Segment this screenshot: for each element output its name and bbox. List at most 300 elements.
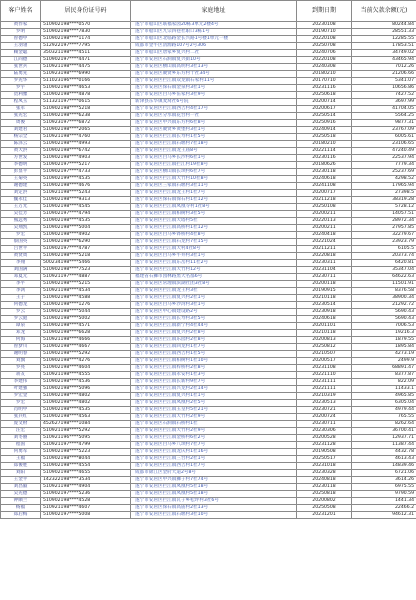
id-number-cell: 510902198****9313 [41, 197, 131, 204]
balance-cell: 4273.19 [352, 351, 416, 358]
due-date-cell: 20240308 [297, 64, 352, 71]
due-date-cell: 20250618 [297, 92, 352, 99]
table-row [1, 386, 416, 393]
due-date-cell: 20200617 [297, 106, 352, 113]
due-date-cell: 20250514 [297, 113, 352, 120]
due-date-cell: 20211218 [297, 197, 352, 204]
address-cell: 遂宁市船山区联福家园20栋3单元2楼4号 [131, 22, 297, 29]
balance-cell: 3697.99 [352, 99, 416, 106]
address-cell: 遂宁市安居区拦江镇大塔村5社 [131, 218, 297, 225]
due-date-cell: 20200802 [297, 498, 352, 505]
customer-name-cell: 熊远秀 [1, 218, 41, 225]
balance-cell: 80244.84 [352, 22, 416, 29]
balance-cell: 8376.58 [352, 288, 416, 295]
balance-cell: 5341.07 [352, 78, 416, 85]
id-number-cell: 510902198****4993 [41, 141, 131, 148]
id-number-cell: 510902198****0570 [41, 22, 131, 29]
table-row [1, 253, 416, 260]
id-number-cell: 510921198****4904 [41, 484, 131, 491]
table-row [1, 288, 416, 295]
customer-name-cell: 李鸿 [1, 288, 41, 295]
table-row [1, 148, 416, 155]
due-date-cell: 20200118 [297, 281, 352, 288]
balance-cell: 1879.55 [352, 337, 416, 344]
due-date-cell: 20231018 [297, 463, 352, 470]
id-number-cell: 510902198****4554 [41, 463, 131, 470]
header-home-address: 家庭地址 [131, 1, 297, 22]
balance-cell: 21206.66 [352, 71, 416, 78]
header-row [1, 1, 416, 22]
address-cell: 遂宁市安居区保石镇金泉村3社1号 [131, 85, 297, 92]
table-row [1, 36, 416, 43]
due-date-cell: 20250916 [297, 120, 352, 127]
due-date-cell: 20221024 [297, 239, 352, 246]
id-number-cell: 510921198****4475 [41, 64, 131, 71]
customer-name-cell: 曾德甲 [1, 36, 41, 43]
customer-name-cell: 李建伟 [1, 379, 41, 386]
due-date-cell: 20230513 [297, 400, 352, 407]
due-date-cell: 20230514 [297, 302, 352, 309]
table-row [1, 351, 416, 358]
balance-cell: 38319.28 [352, 197, 416, 204]
due-date-cell: 20240618 [297, 176, 352, 183]
table-row [1, 64, 416, 71]
id-number-cell: 510921198****5292 [41, 428, 131, 435]
address-cell: 遂宁市安居区白马乡长沙村6社1号 [131, 155, 297, 162]
table-row [1, 99, 416, 106]
customer-name-cell: 何勇军 [1, 449, 41, 456]
address-cell: 遂宁市安居区拦江镇龙王村1社7号 [131, 190, 297, 197]
address-cell: 遂宁市安居区拦江镇西吉村1社7号 [131, 463, 297, 470]
id-number-cell: 510902198****1174 [41, 36, 131, 43]
customer-name-cell: 罗明 [1, 29, 41, 36]
address-cell: 遂宁市安居区常理镇滨湖社团3社8号 [131, 281, 297, 288]
id-number-cell: 510902197****5236 [41, 491, 131, 498]
id-number-cell: 510902197****5217 [41, 162, 131, 169]
customer-name-cell: 吕世平 [1, 246, 41, 253]
due-date-cell: 20230116 [297, 155, 352, 162]
due-date-cell: 20180626 [297, 162, 352, 169]
due-date-cell: 20230311 [297, 260, 352, 267]
id-number-cell: 510921197****4799 [41, 442, 131, 449]
due-date-cell: 20200211 [297, 211, 352, 218]
balance-cell: 6420.81 [352, 260, 416, 267]
table-row [1, 106, 416, 113]
table-row [1, 43, 416, 50]
customer-name-cell: 彭显平 [1, 169, 41, 176]
table-row [1, 225, 416, 232]
due-date-cell: 20231104 [297, 267, 352, 274]
balance-cell: 14839.46 [352, 463, 416, 470]
balance-cell: 12285.55 [352, 36, 416, 43]
address-cell: 遂宁市安居区白马乡伍家村3社9号 [131, 92, 297, 99]
balance-cell: 6105.5 [352, 246, 416, 253]
address-cell: 遂宁市安居区分水镇花台村一社 [131, 113, 297, 120]
due-date-cell: 20240618 [297, 316, 352, 323]
id-number-cell: 511321197****0615 [41, 99, 131, 106]
address-cell: 遂宁市安居区拦江镇双龙镇石家村11号 [131, 78, 297, 85]
table-row [1, 477, 416, 484]
id-number-cell: 511023196****0166 [41, 78, 131, 85]
due-date-cell: 20170710 [297, 78, 352, 85]
id-number-cell: 510902198****4878 [41, 92, 131, 99]
table-row [1, 498, 416, 505]
id-number-cell: 510902198****4902 [41, 232, 131, 239]
table-row [1, 85, 416, 92]
id-number-cell: 510921198****4607 [41, 505, 131, 512]
id-number-cell: 510902198****4535 [41, 407, 131, 414]
address-cell: 遂宁市安居区拦江镇龙王村3社 [131, 288, 297, 295]
table-row [1, 400, 416, 407]
customer-name-cell: 郑后梅 [1, 512, 41, 519]
table-row [1, 358, 416, 365]
balance-cell: 94612.31 [352, 512, 416, 519]
address-cell: 福建省石狮市园林路黑大名都6号 [131, 274, 297, 281]
id-number-cell: 510902198****6238 [41, 113, 131, 120]
due-date-cell: 20210118 [297, 330, 352, 337]
id-number-cell: 510902198****4563 [41, 414, 131, 421]
customer-name-cell: 杨福 [1, 505, 41, 512]
address-cell: 遂宁市安居区拦江镇柏树村3社5号 [131, 211, 297, 218]
customer-name-cell: 王菊英 [1, 176, 41, 183]
balance-cell: 32279.67 [352, 232, 416, 239]
customer-name-cell: 庞文财 [1, 421, 41, 428]
customer-name-cell: 罗宏 [1, 400, 41, 407]
address-cell: 遂宁市安居区横山镇高明村3社13号 [131, 64, 297, 71]
customer-name-cell: 黄大洪 [1, 148, 41, 155]
table-row [1, 162, 416, 169]
id-number-cell: 510902198****6290 [41, 239, 131, 246]
balance-cell: 1441.34 [352, 498, 416, 505]
customer-name-cell: 郑俊胜 [1, 463, 41, 470]
customer-name-cell: 刘昌毅 [1, 484, 41, 491]
balance-cell: 2499.9 [352, 358, 416, 365]
id-number-cell: 510902198****5004 [41, 225, 131, 232]
id-number-cell: 510921198****4760 [41, 134, 131, 141]
customer-name-cell: 贺利雅 [1, 92, 41, 99]
customer-name-cell: 方世发 [1, 155, 41, 162]
customer-name-cell: 谭泉 [1, 323, 41, 330]
balance-cell: 6721.06 [352, 470, 416, 477]
due-date-cell: 20240418 [297, 232, 352, 239]
due-date-cell: 20230711 [297, 274, 352, 281]
balance-cell: 27398.5 [352, 190, 416, 197]
address-cell: 遂宁市安居区拦江镇复兴村1社1号 [131, 393, 297, 400]
address-cell: 遂宁市船山区北临路金长兴路1号楼1单元一楼 [131, 36, 297, 43]
address-cell: 遂宁市安居区拦江镇玉皇村5社21号 [131, 407, 297, 414]
customer-name-cell: 邓龙 [1, 330, 41, 337]
balance-cell: 36700.41 [352, 428, 416, 435]
customer-name-cell: 罗云 [1, 309, 41, 316]
balance-cell: 17965.94 [352, 183, 416, 190]
table-row [1, 120, 416, 127]
balance-cell: 43465.94 [352, 57, 416, 64]
id-number-cell: 510902197****4794 [41, 211, 131, 218]
due-date-cell: 20210319 [297, 393, 352, 400]
balance-cell: 10656.86 [352, 85, 416, 92]
address-cell: 遂宁市安居区拦江镇新宁村4社44号 [131, 323, 297, 330]
customer-name-cell: 何德龙 [1, 302, 41, 309]
due-date-cell: 20250812 [297, 344, 352, 351]
table-row [1, 302, 416, 309]
balance-cell: 68891.47 [352, 365, 416, 372]
balance-cell: 4432.78 [352, 449, 416, 456]
table-row [1, 155, 416, 162]
table-row [1, 50, 416, 57]
address-cell: 遂宁市安居区拦江镇瓦子乡松坪村3社6号 [131, 498, 297, 505]
customer-name-cell: 罗宏金 [1, 393, 41, 400]
balance-cell: 4298.52 [352, 176, 416, 183]
address-cell: 遂宁市安居区拦江镇龙庆村1社16号 [131, 449, 297, 456]
customer-name-cell: 钟顺兰 [1, 498, 41, 505]
balance-cell: 8377.87 [352, 372, 416, 379]
customer-name-cell: 陆勇先 [1, 71, 41, 78]
balance-cell: 34749.02 [352, 50, 416, 57]
customer-name-cell: 吴先德 [1, 491, 41, 498]
table-row [1, 22, 416, 29]
due-date-cell: 20230118 [297, 169, 352, 176]
balance-cell: 822.09 [352, 379, 416, 386]
table-row [1, 365, 416, 372]
address-cell: 遂宁市安居区白马乡牛井村3社1号 [131, 253, 297, 260]
due-date-cell: 20230328 [297, 470, 352, 477]
table-row [1, 239, 416, 246]
id-number-cell: 510902198****1276 [41, 302, 131, 309]
customer-name-cell: 周俊 [1, 120, 41, 127]
customer-name-cell: 刘冬丽 [1, 435, 41, 442]
due-date-cell: 20200517 [297, 358, 352, 365]
id-number-cell: 510902199****4535 [41, 176, 131, 183]
balance-cell: 7427.52 [352, 92, 416, 99]
id-number-cell: 510902198****4802 [41, 393, 131, 400]
id-number-cell: 510902198****4571 [41, 323, 131, 330]
customer-name-cell: 魏永佳 [1, 197, 41, 204]
table-row [1, 393, 416, 400]
balance-cell: 4965.85 [352, 393, 416, 400]
table-row [1, 260, 416, 267]
balance-cell: 21292.72 [352, 302, 416, 309]
id-number-cell: 350321198****4511 [41, 50, 131, 57]
balance-cell: 19216.3 [352, 330, 416, 337]
address-cell: 遂宁市安居区拦江镇西吉村4社17号 [131, 106, 297, 113]
balance-cell: 41704.05 [352, 106, 416, 113]
id-number-cell: 510902198****6742 [41, 148, 131, 155]
balance-cell: 11501.91 [352, 281, 416, 288]
customer-name-cell: 张先宏 [1, 113, 41, 120]
table-row [1, 176, 416, 183]
customer-name-cell: 黄作家 [1, 22, 41, 29]
due-date-cell: 20250517 [297, 456, 352, 463]
table-row [1, 127, 416, 134]
table-row [1, 295, 416, 302]
due-date-cell: 20231128 [297, 442, 352, 449]
id-number-cell: 510902198****5218 [41, 106, 131, 113]
customer-name-cell: 曾梦川 [1, 344, 41, 351]
id-number-cell: 510923198****6990 [41, 71, 131, 78]
address-cell: 成都市金牛区清源路107号2号306 [131, 43, 297, 50]
address-cell: 遂宁市安居区拦江镇凤凰村2社5号 [131, 400, 297, 407]
id-number-cell: 510902198****4545 [41, 204, 131, 211]
table-row [1, 484, 416, 491]
customer-name-cell: 王金平 [1, 477, 41, 484]
address-cell: 遂宁市安居区拦江镇三台村2社1号 [131, 456, 297, 463]
balance-cell: 35347.04 [352, 267, 416, 274]
id-number-cell: 510902198****4655 [41, 470, 131, 477]
table-row [1, 169, 416, 176]
id-number-cell: 510902198****7523 [41, 267, 131, 274]
address-cell: 遂宁市安居区拦江镇乐园村2社8号 [131, 337, 297, 344]
balance-cell: 28972.34 [352, 218, 416, 225]
table-row [1, 442, 416, 449]
address-cell: 遂宁市安居区拦江镇龙王庙8号 [131, 148, 297, 155]
id-number-cell: 510902197****5008 [41, 512, 131, 519]
due-date-cell: 20220818 [297, 253, 352, 260]
table-row [1, 57, 416, 64]
balance-cell: 7006.53 [352, 323, 416, 330]
balance-cell: 23767.09 [352, 127, 416, 134]
customer-name-cell: 罗云庭 [1, 316, 41, 323]
table-row [1, 267, 416, 274]
address-cell: 遂宁市安居区中心镇建设路2号 [131, 309, 297, 316]
customer-name-cell: 谢明春 [1, 351, 41, 358]
balance-cell: 11387.44 [352, 442, 416, 449]
customer-name-cell: 肖明甲 [1, 407, 41, 414]
customer-name-cell: 江尚德 [1, 57, 41, 64]
balance-cell: 28551.33 [352, 29, 416, 36]
due-date-cell: 20250518 [297, 134, 352, 141]
due-date-cell: 20190508 [297, 449, 352, 456]
customer-name-cell: 何海 [1, 337, 41, 344]
id-number-cell: 510902198****4676 [41, 183, 131, 190]
table-row [1, 281, 416, 288]
due-date-cell: 20220108 [297, 36, 352, 43]
due-date-cell: 20250508 [297, 505, 352, 512]
table-body [1, 22, 416, 519]
customer-name-cell: 刘国满 [1, 267, 41, 274]
due-date-cell: 20221114 [297, 148, 352, 155]
table-row [1, 218, 416, 225]
customer-name-cell: 罗宇 [1, 85, 41, 92]
customer-name-cell: 罗宏 [1, 232, 41, 239]
due-date-cell: 20201101 [297, 323, 352, 330]
id-number-cell: 452627198****1084 [41, 421, 131, 428]
id-number-cell: 510902198****5223 [41, 449, 131, 456]
address-cell: 遂宁市安居区白马乡八坝村7社7号 [131, 442, 297, 449]
address-cell: 遂宁市安居区拦江镇复兴村2社8号 [131, 330, 297, 337]
table-row [1, 435, 416, 442]
due-date-cell: 20241108 [297, 183, 352, 190]
table-row [1, 323, 416, 330]
table-row [1, 449, 416, 456]
address-cell: 遂宁市安居区白马乡沙湾村3社1号 [131, 302, 297, 309]
address-cell: 成都市锦江区金府大道2号8号 [131, 470, 297, 477]
address-cell: 遂宁市安居区三家镇石堰村3社11号 [131, 183, 297, 190]
id-number-cell: 510902198****5292 [41, 351, 131, 358]
customer-name-cell: 谢德建 [1, 183, 41, 190]
balance-cell: 4613.43 [352, 456, 416, 463]
address-cell: 遂宁市安居区拦江镇高桥村1社12号 [131, 225, 297, 232]
address-cell: 遂宁市安居区保石镇高庙村2社13号 [131, 505, 297, 512]
table-row [1, 113, 416, 120]
customer-name-cell: 李翔 [1, 260, 41, 267]
balance-cell: 4979.44 [352, 407, 416, 414]
due-date-cell: 20211211 [297, 246, 352, 253]
address-cell: 遂宁市安居区拦江镇东岳村11社2号 [131, 260, 297, 267]
customer-name-cell: 程国 [1, 442, 41, 449]
due-date-cell: 20180210 [297, 71, 352, 78]
customer-name-cell: 刘建君 [1, 127, 41, 134]
due-date-cell: 20221110 [297, 372, 352, 379]
customer-name-cell: 张兵红 [1, 414, 41, 421]
address-cell: 遂宁市安居区拦江镇兴龙村2社14号 [131, 386, 297, 393]
id-number-cell: 512922197****7795 [41, 43, 131, 50]
address-cell: 遂宁市安居区保石镇保石村1社12号 [131, 197, 297, 204]
due-date-cell: 20200717 [297, 190, 352, 197]
balance-cell: 11433.1 [352, 386, 416, 393]
address-cell: 遂宁市安居区聚贤乡黄堡村3社1号 [131, 127, 297, 134]
customer-name-cell: 刘阳 [1, 470, 41, 477]
balance-cell: 22466.2 [352, 505, 416, 512]
balance-cell: 765.55 [352, 414, 416, 421]
id-number-cell: 510921197****4887 [41, 274, 131, 281]
customer-name-cell: 王万光 [1, 204, 41, 211]
id-number-cell: 510902198****4536 [41, 379, 131, 386]
table-row [1, 274, 416, 281]
balance-cell: 38900.34 [352, 295, 416, 302]
id-number-cell: 510921198****5243 [41, 190, 131, 197]
address-cell: 遂宁市安居区白马乡铧桥村4社8号 [131, 232, 297, 239]
address-cell: 遂宁市安居区拦江镇西吉村1社5号 [131, 351, 297, 358]
table-row [1, 463, 416, 470]
address-cell: 遂宁市安居区拦江镇金桥村6社2号 [131, 435, 297, 442]
balance-cell: 20373.74 [352, 253, 416, 260]
balance-cell: 17853.51 [352, 43, 416, 50]
customer-name-cell: 李德明 [1, 162, 41, 169]
id-number-cell: 510902198****4903 [41, 155, 131, 162]
customer-name-cell: 蔡国英 [1, 239, 41, 246]
id-number-cell: 510902197****4733 [41, 169, 131, 176]
due-date-cell: 20231201 [297, 512, 352, 519]
customer-name-cell: 汪宏 [1, 428, 41, 435]
balance-cell: 27957.85 [352, 225, 416, 232]
due-date-cell: 20230108 [297, 22, 352, 29]
address-cell: 遂宁市安居区聚贤乡东方村十社34号 [131, 71, 297, 78]
balance-cell: 64622.63 [352, 274, 416, 281]
due-date-cell: 20240818 [297, 477, 352, 484]
address-cell: 遂宁市船山区唐家乡复兴村二社 [131, 50, 297, 57]
id-number-cell: 510902198****5002 [41, 316, 131, 323]
customer-name-cell: 刘定洪 [1, 190, 41, 197]
due-date-cell: 20210118 [297, 295, 352, 302]
due-date-cell: 20220108 [297, 57, 352, 64]
table-row [1, 491, 416, 498]
id-number-cell: 510902198****5215 [41, 281, 131, 288]
table-row [1, 337, 416, 344]
address-cell: 遂宁市安居区拦江镇凤凰寺村1社8号 [131, 204, 297, 211]
customer-name-cell: 罗亮 [1, 365, 41, 372]
customer-name-cell: 叶建强 [1, 386, 41, 393]
id-number-cell: 510902198****5044 [41, 309, 131, 316]
due-date-cell: 20221111 [297, 386, 352, 393]
balance-cell: 5564.25 [352, 113, 416, 120]
address-cell: 遂宁市安居区拦江镇石堰村7社18号 [131, 141, 297, 148]
due-date-cell: 20240706 [297, 50, 352, 57]
table-row [1, 197, 416, 204]
header-due-date: 到期日期 [297, 1, 352, 22]
due-date-cell: 20230721 [297, 407, 352, 414]
due-date-cell: 20190915 [297, 288, 352, 295]
customer-name-cell: 罗先华 [1, 78, 41, 85]
